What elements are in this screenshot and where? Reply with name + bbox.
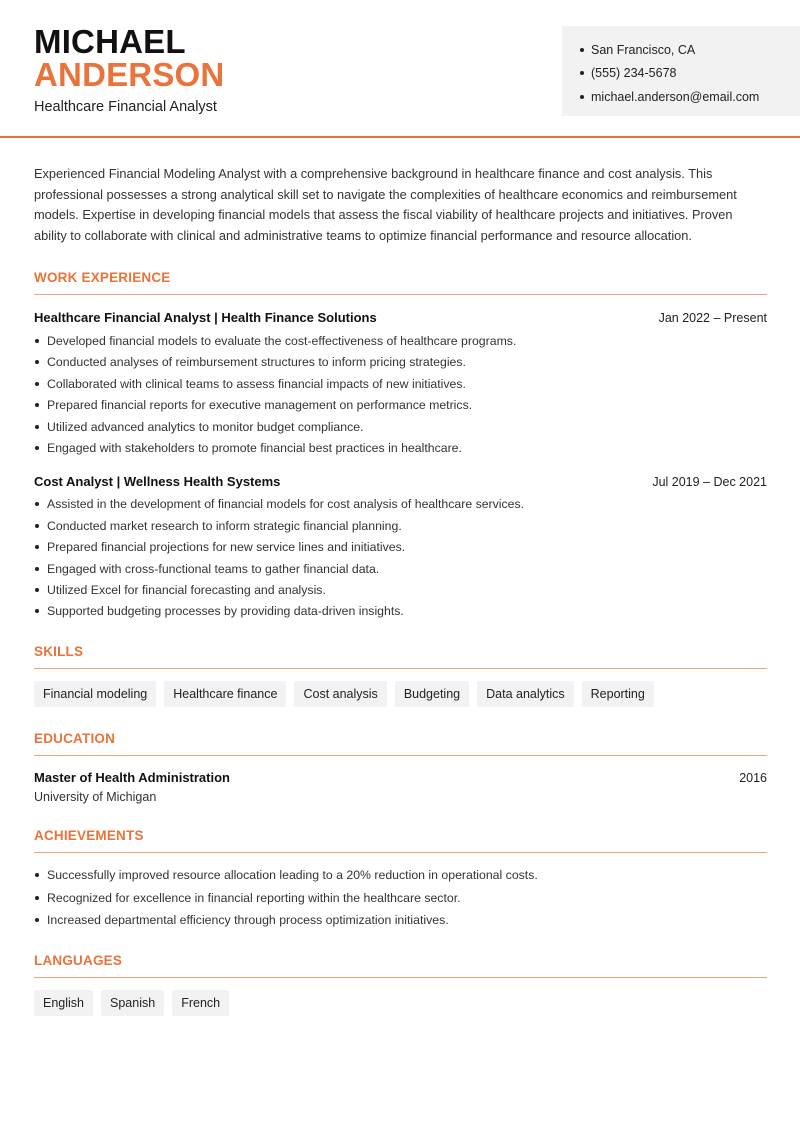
bullet-icon	[35, 567, 39, 571]
job-dates: Jul 2019 – Dec 2021	[652, 474, 767, 489]
section-title-achievements: ACHIEVEMENTS	[34, 828, 767, 853]
bullet-icon	[580, 95, 584, 99]
bullet-text: Increased departmental efficiency through process optimization initiatives.	[47, 913, 449, 928]
bullet-text: Engaged with cross-functional teams to gather financial data.	[47, 561, 380, 576]
bullet-icon	[35, 609, 39, 613]
bullet-icon	[580, 48, 584, 52]
job-role: Healthcare Financial Analyst | Health Finance Solutions	[34, 310, 377, 326]
bullet-icon	[35, 545, 39, 549]
list-item	[34, 515, 767, 536]
language-tag: English	[34, 990, 93, 1016]
list-item	[34, 352, 767, 373]
skill-tag: Reporting	[582, 681, 654, 707]
list-item	[34, 887, 767, 910]
list-item	[34, 864, 767, 887]
bullet-icon	[35, 918, 39, 922]
email-text: michael.anderson@email.com	[591, 89, 760, 104]
bullet-text: Utilized advanced analytics to monitor budget compliance.	[47, 419, 364, 434]
contact-phone	[580, 62, 800, 86]
job-dates: Jan 2022 – Present	[658, 311, 767, 326]
list-item	[34, 537, 767, 558]
list-item	[34, 909, 767, 932]
bullet-text: Conducted market research to inform strategic financial planning.	[47, 518, 402, 533]
bullet-text: Prepared financial projections for new service lines and initiatives.	[47, 540, 406, 555]
list-item	[34, 558, 767, 579]
section-title-education: EDUCATION	[34, 731, 767, 756]
bullet-icon	[35, 588, 39, 592]
job-entry	[34, 310, 767, 458]
skills-section	[34, 644, 767, 707]
summary: Experienced Financial Modeling Analyst with a comprehensive background in healthcare finance and cost analysis. This professional possesses a strong analytical skill set to navigate the complexities of healthcare economics and reimbursement models. Expertise in developing financial models that assess the fiscal viability of healthcare projects and initiatives. Proven ability to collaborate with clinical and administrative teams to optimize financial performance and resource allocation.	[34, 166, 737, 243]
list-item	[34, 437, 767, 458]
contact-email	[580, 85, 800, 109]
bullet-text: Engaged with stakeholders to promote financial best practices in healthcare.	[47, 441, 462, 456]
degree: Master of Health Administration	[34, 770, 230, 786]
skill-tag: Cost analysis	[294, 681, 386, 707]
contact-box	[562, 26, 800, 116]
bullet-icon	[35, 524, 39, 528]
bullet-icon	[35, 403, 39, 407]
bullet-text: Assisted in the development of financial models for cost analysis of healthcare services.	[47, 497, 525, 512]
bullet-text: Developed financial models to evaluate the cost-effectiveness of healthcare programs.	[47, 334, 517, 349]
bullet-icon	[35, 382, 39, 386]
bullet-icon	[35, 425, 39, 429]
skill-tag: Data analytics	[477, 681, 574, 707]
work-section	[34, 270, 767, 622]
list-item	[34, 579, 767, 600]
job-role: Cost Analyst | Wellness Health Systems	[34, 473, 281, 489]
list-item	[34, 494, 767, 515]
education-header	[34, 770, 767, 785]
list-item	[34, 330, 767, 351]
school: University of Michigan	[34, 790, 157, 805]
list-item	[34, 395, 767, 416]
bullet-text: Supported budgeting processes by providing data-driven insights.	[47, 604, 404, 619]
last-name: ANDERSON	[34, 56, 225, 93]
list-item	[34, 373, 767, 394]
bullet-icon	[580, 71, 584, 75]
bullet-text: Prepared financial reports for executive management on performance metrics.	[47, 398, 473, 413]
skill-tag: Financial modeling	[34, 681, 156, 707]
skill-tag: Budgeting	[395, 681, 469, 707]
list-item	[34, 416, 767, 437]
resume-header	[0, 0, 800, 138]
skill-tag: Healthcare finance	[164, 681, 286, 707]
phone-text: (555) 234-5678	[591, 66, 677, 81]
language-tag: Spanish	[101, 990, 164, 1016]
job-header	[34, 474, 767, 489]
bullet-text: Conducted analyses of reimbursement structures to inform pricing strategies.	[47, 355, 466, 370]
first-name: MICHAEL	[34, 23, 186, 60]
bullet-text: Collaborated with clinical teams to assess financial impacts of new initiatives.	[47, 376, 466, 391]
achievements-list	[34, 864, 767, 932]
bullet-icon	[35, 339, 39, 343]
job-bullets	[34, 494, 767, 622]
language-tags	[34, 990, 767, 1016]
bullet-icon	[35, 896, 39, 900]
job-bullets	[34, 330, 767, 458]
achievements-section	[34, 828, 767, 932]
languages-section	[34, 953, 767, 1016]
location-text: San Francisco, CA	[591, 42, 696, 57]
bullet-icon	[35, 873, 39, 877]
list-item	[34, 601, 767, 622]
job-header	[34, 310, 767, 325]
contact-location	[580, 38, 800, 62]
section-title-skills: SKILLS	[34, 644, 767, 669]
education-section	[34, 731, 767, 804]
bullet-text: Recognized for excellence in financial reporting within the healthcare sector.	[47, 890, 461, 905]
section-title-work: WORK EXPERIENCE	[34, 270, 767, 295]
bullet-text: Successfully improved resource allocation leading to a 20% reduction in operational costs.	[47, 868, 538, 883]
bullet-icon	[35, 446, 39, 450]
job-title: Healthcare Financial Analyst	[34, 99, 217, 115]
bullet-text: Utilized Excel for financial forecasting and analysis.	[47, 582, 326, 597]
language-tag: French	[172, 990, 229, 1016]
skills-tags	[34, 681, 767, 707]
bullet-icon	[35, 502, 39, 506]
job-entry	[34, 474, 767, 622]
resume-body	[34, 164, 767, 1016]
graduation-year: 2016	[739, 771, 767, 786]
section-title-languages: LANGUAGES	[34, 953, 767, 978]
bullet-icon	[35, 360, 39, 364]
